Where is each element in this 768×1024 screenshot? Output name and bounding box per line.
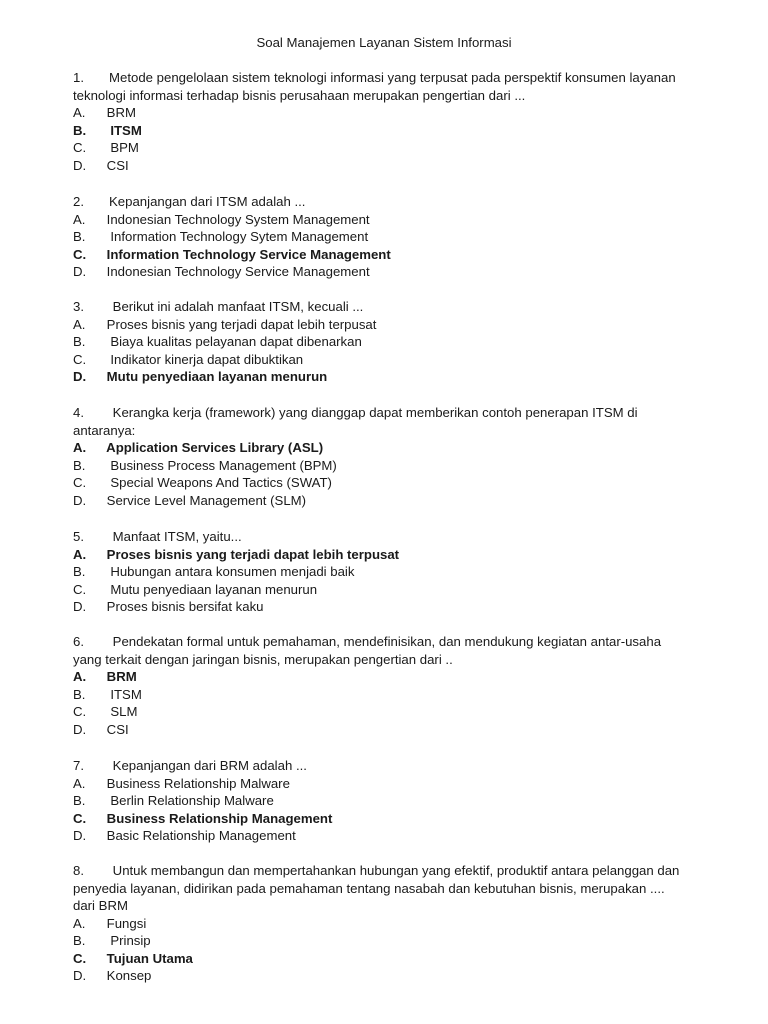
answer-option — [73, 967, 723, 985]
option-letter: B. — [73, 564, 86, 579]
answer-option — [73, 703, 723, 721]
option-letter: D. — [73, 492, 87, 508]
option-letter: D. — [73, 721, 87, 737]
question-number: 5. — [73, 529, 84, 544]
answer-option — [73, 104, 723, 122]
question-text — [73, 862, 723, 880]
option-text: CSI — [103, 721, 129, 737]
option-letter: D. — [73, 264, 87, 279]
option-text: Berlin Relationship Malware — [103, 793, 274, 808]
option-letter: C. — [73, 810, 87, 826]
answer-option — [73, 932, 723, 950]
question-text — [73, 87, 723, 105]
question-line: Manfaat ITSM, yaitu... — [109, 529, 242, 544]
question-text — [73, 193, 723, 211]
answer-option — [73, 351, 723, 369]
question-number: 8. — [73, 863, 84, 878]
answer-option-correct — [73, 439, 723, 457]
option-text: BRM — [103, 669, 137, 684]
answer-option — [73, 827, 723, 845]
question-number: 2. — [73, 194, 84, 209]
option-text: Business Relationship Management — [103, 810, 333, 826]
option-letter: C. — [73, 140, 87, 155]
answer-option — [73, 775, 723, 793]
option-letter: D. — [73, 369, 87, 384]
question-number: 6. — [73, 634, 84, 649]
option-text: Proses bisnis yang terjadi dapat lebih terpusat — [103, 316, 377, 332]
question-line: teknologi informasi terhadap bisnis perusahaan merupakan pengertian dari ... — [73, 87, 526, 103]
question-text — [73, 633, 723, 651]
question-line: Kepanjangan dari ITSM adalah ... — [109, 194, 306, 209]
question-item — [73, 528, 723, 616]
option-text: ITSM — [103, 122, 142, 138]
option-letter: C. — [73, 581, 87, 597]
question-line: dari BRM — [73, 898, 128, 913]
option-text: Service Level Management (SLM) — [103, 492, 307, 508]
question-number: 7. — [73, 758, 84, 773]
answer-option — [73, 598, 723, 616]
option-letter: B. — [73, 793, 86, 808]
answer-option — [73, 792, 723, 810]
option-text: Basic Relationship Management — [103, 828, 296, 843]
option-text: Indonesian Technology Service Management — [103, 264, 370, 279]
option-text: Tujuan Utama — [103, 950, 193, 966]
answer-option — [73, 686, 723, 704]
answer-option — [73, 316, 723, 334]
option-letter: C. — [73, 704, 87, 719]
answer-option — [73, 474, 723, 492]
option-text: Prinsip — [103, 933, 151, 948]
option-letter: D. — [73, 157, 87, 173]
question-line: Kerangka kerja (framework) yang dianggap dapat memberikan contoh penerapan ITSM di — [109, 405, 638, 420]
answer-option-correct — [73, 668, 723, 686]
question-text — [73, 757, 723, 775]
answer-option — [73, 581, 723, 599]
option-letter: A. — [73, 440, 87, 455]
question-number: 3. — [73, 299, 84, 314]
option-letter: B. — [73, 122, 87, 138]
question-number: 4. — [73, 405, 84, 420]
question-line: yang terkait dengan jaringan bisnis, merupakan pengertian dari .. — [73, 651, 453, 667]
option-text: Mutu penyediaan layanan menurun — [103, 581, 318, 597]
question-item — [73, 298, 723, 386]
question-text — [73, 298, 723, 316]
option-text: Business Relationship Malware — [103, 775, 290, 791]
option-letter: C. — [73, 246, 87, 262]
option-text: BPM — [103, 140, 139, 155]
option-letter: C. — [73, 475, 87, 490]
answer-option — [73, 139, 723, 157]
question-item — [73, 69, 723, 174]
answer-option-correct — [73, 950, 723, 968]
option-letter: A. — [73, 775, 86, 791]
option-text: SLM — [103, 704, 138, 719]
option-text: Indonesian Technology System Management — [103, 211, 370, 227]
question-line: Metode pengelolaan sistem teknologi informasi yang terpusat pada perspektif konsumen layanan — [109, 70, 676, 85]
option-text: Business Process Management (BPM) — [103, 457, 337, 473]
option-text: Hubungan antara konsumen menjadi baik — [103, 564, 355, 579]
question-line: Kepanjangan dari BRM adalah ... — [109, 758, 307, 773]
page-title: Soal Manajemen Layanan Sistem Informasi — [256, 35, 512, 50]
answer-option-correct — [73, 810, 723, 828]
option-letter: D. — [73, 968, 87, 983]
option-text: Information Technology Sytem Management — [103, 229, 369, 244]
answer-option-correct — [73, 368, 723, 386]
option-letter: C. — [73, 351, 87, 367]
question-line: Pendekatan formal untuk pemahaman, mendefinisikan, dan mendukung kegiatan antar-usaha — [109, 634, 662, 649]
answer-option-correct — [73, 246, 723, 264]
question-item — [73, 757, 723, 845]
question-line: penyedia layanan, didirikan pada pemahaman tentang nasabah dan kebutuhan bisnis, merupakan .... — [73, 880, 665, 896]
answer-option — [73, 492, 723, 510]
option-letter: A. — [73, 105, 86, 120]
answer-option — [73, 211, 723, 229]
option-text: Application Services Library (ASL) — [103, 440, 324, 455]
answer-option — [73, 563, 723, 581]
option-text: BRM — [103, 105, 136, 120]
question-number: 1. — [73, 70, 84, 85]
option-letter: A. — [73, 546, 87, 562]
question-item — [73, 404, 723, 509]
question-item — [73, 193, 723, 281]
option-letter: D. — [73, 599, 87, 614]
answer-option — [73, 721, 723, 739]
option-text: CSI — [103, 157, 129, 173]
option-letter: A. — [73, 316, 86, 332]
option-text: Information Technology Service Management — [103, 246, 391, 262]
option-text: Proses bisnis yang terjadi dapat lebih terpusat — [103, 546, 400, 562]
option-letter: D. — [73, 828, 87, 843]
question-text — [73, 422, 723, 440]
answer-option — [73, 228, 723, 246]
question-text — [73, 897, 723, 915]
option-letter: B. — [73, 686, 86, 702]
option-text: Mutu penyediaan layanan menurun — [103, 369, 328, 384]
option-text: Konsep — [103, 968, 152, 983]
answer-option — [73, 915, 723, 933]
question-text — [73, 880, 723, 898]
option-letter: B. — [73, 457, 86, 473]
question-text — [73, 651, 723, 669]
option-text: Proses bisnis bersifat kaku — [103, 599, 264, 614]
option-letter: C. — [73, 950, 87, 966]
option-letter: B. — [73, 229, 86, 244]
question-line: antaranya: — [73, 422, 136, 438]
option-letter: B. — [73, 933, 86, 948]
answer-option — [73, 333, 723, 351]
answer-option — [73, 157, 723, 175]
answer-option — [73, 457, 723, 475]
question-line: Untuk membangun dan mempertahankan hubungan yang efektif, produktif antara pelanggan dan — [109, 863, 680, 878]
option-letter: A. — [73, 211, 86, 227]
answer-option-correct — [73, 546, 723, 564]
question-text — [73, 528, 723, 546]
option-text: Fungsi — [103, 915, 147, 931]
option-text: Biaya kualitas pelayanan dapat dibenarkan — [103, 334, 362, 349]
option-text: ITSM — [103, 686, 142, 702]
option-text: Special Weapons And Tactics (SWAT) — [103, 475, 332, 490]
question-text — [73, 404, 723, 422]
question-line: Berikut ini adalah manfaat ITSM, kecuali ... — [109, 299, 364, 314]
option-letter: B. — [73, 334, 86, 349]
question-item — [73, 633, 723, 738]
option-letter: A. — [73, 669, 87, 684]
answer-option-correct — [73, 122, 723, 140]
answer-option — [73, 263, 723, 281]
option-letter: A. — [73, 915, 86, 931]
question-text — [73, 69, 723, 87]
question-item — [73, 862, 723, 985]
option-text: Indikator kinerja dapat dibuktikan — [103, 351, 304, 367]
